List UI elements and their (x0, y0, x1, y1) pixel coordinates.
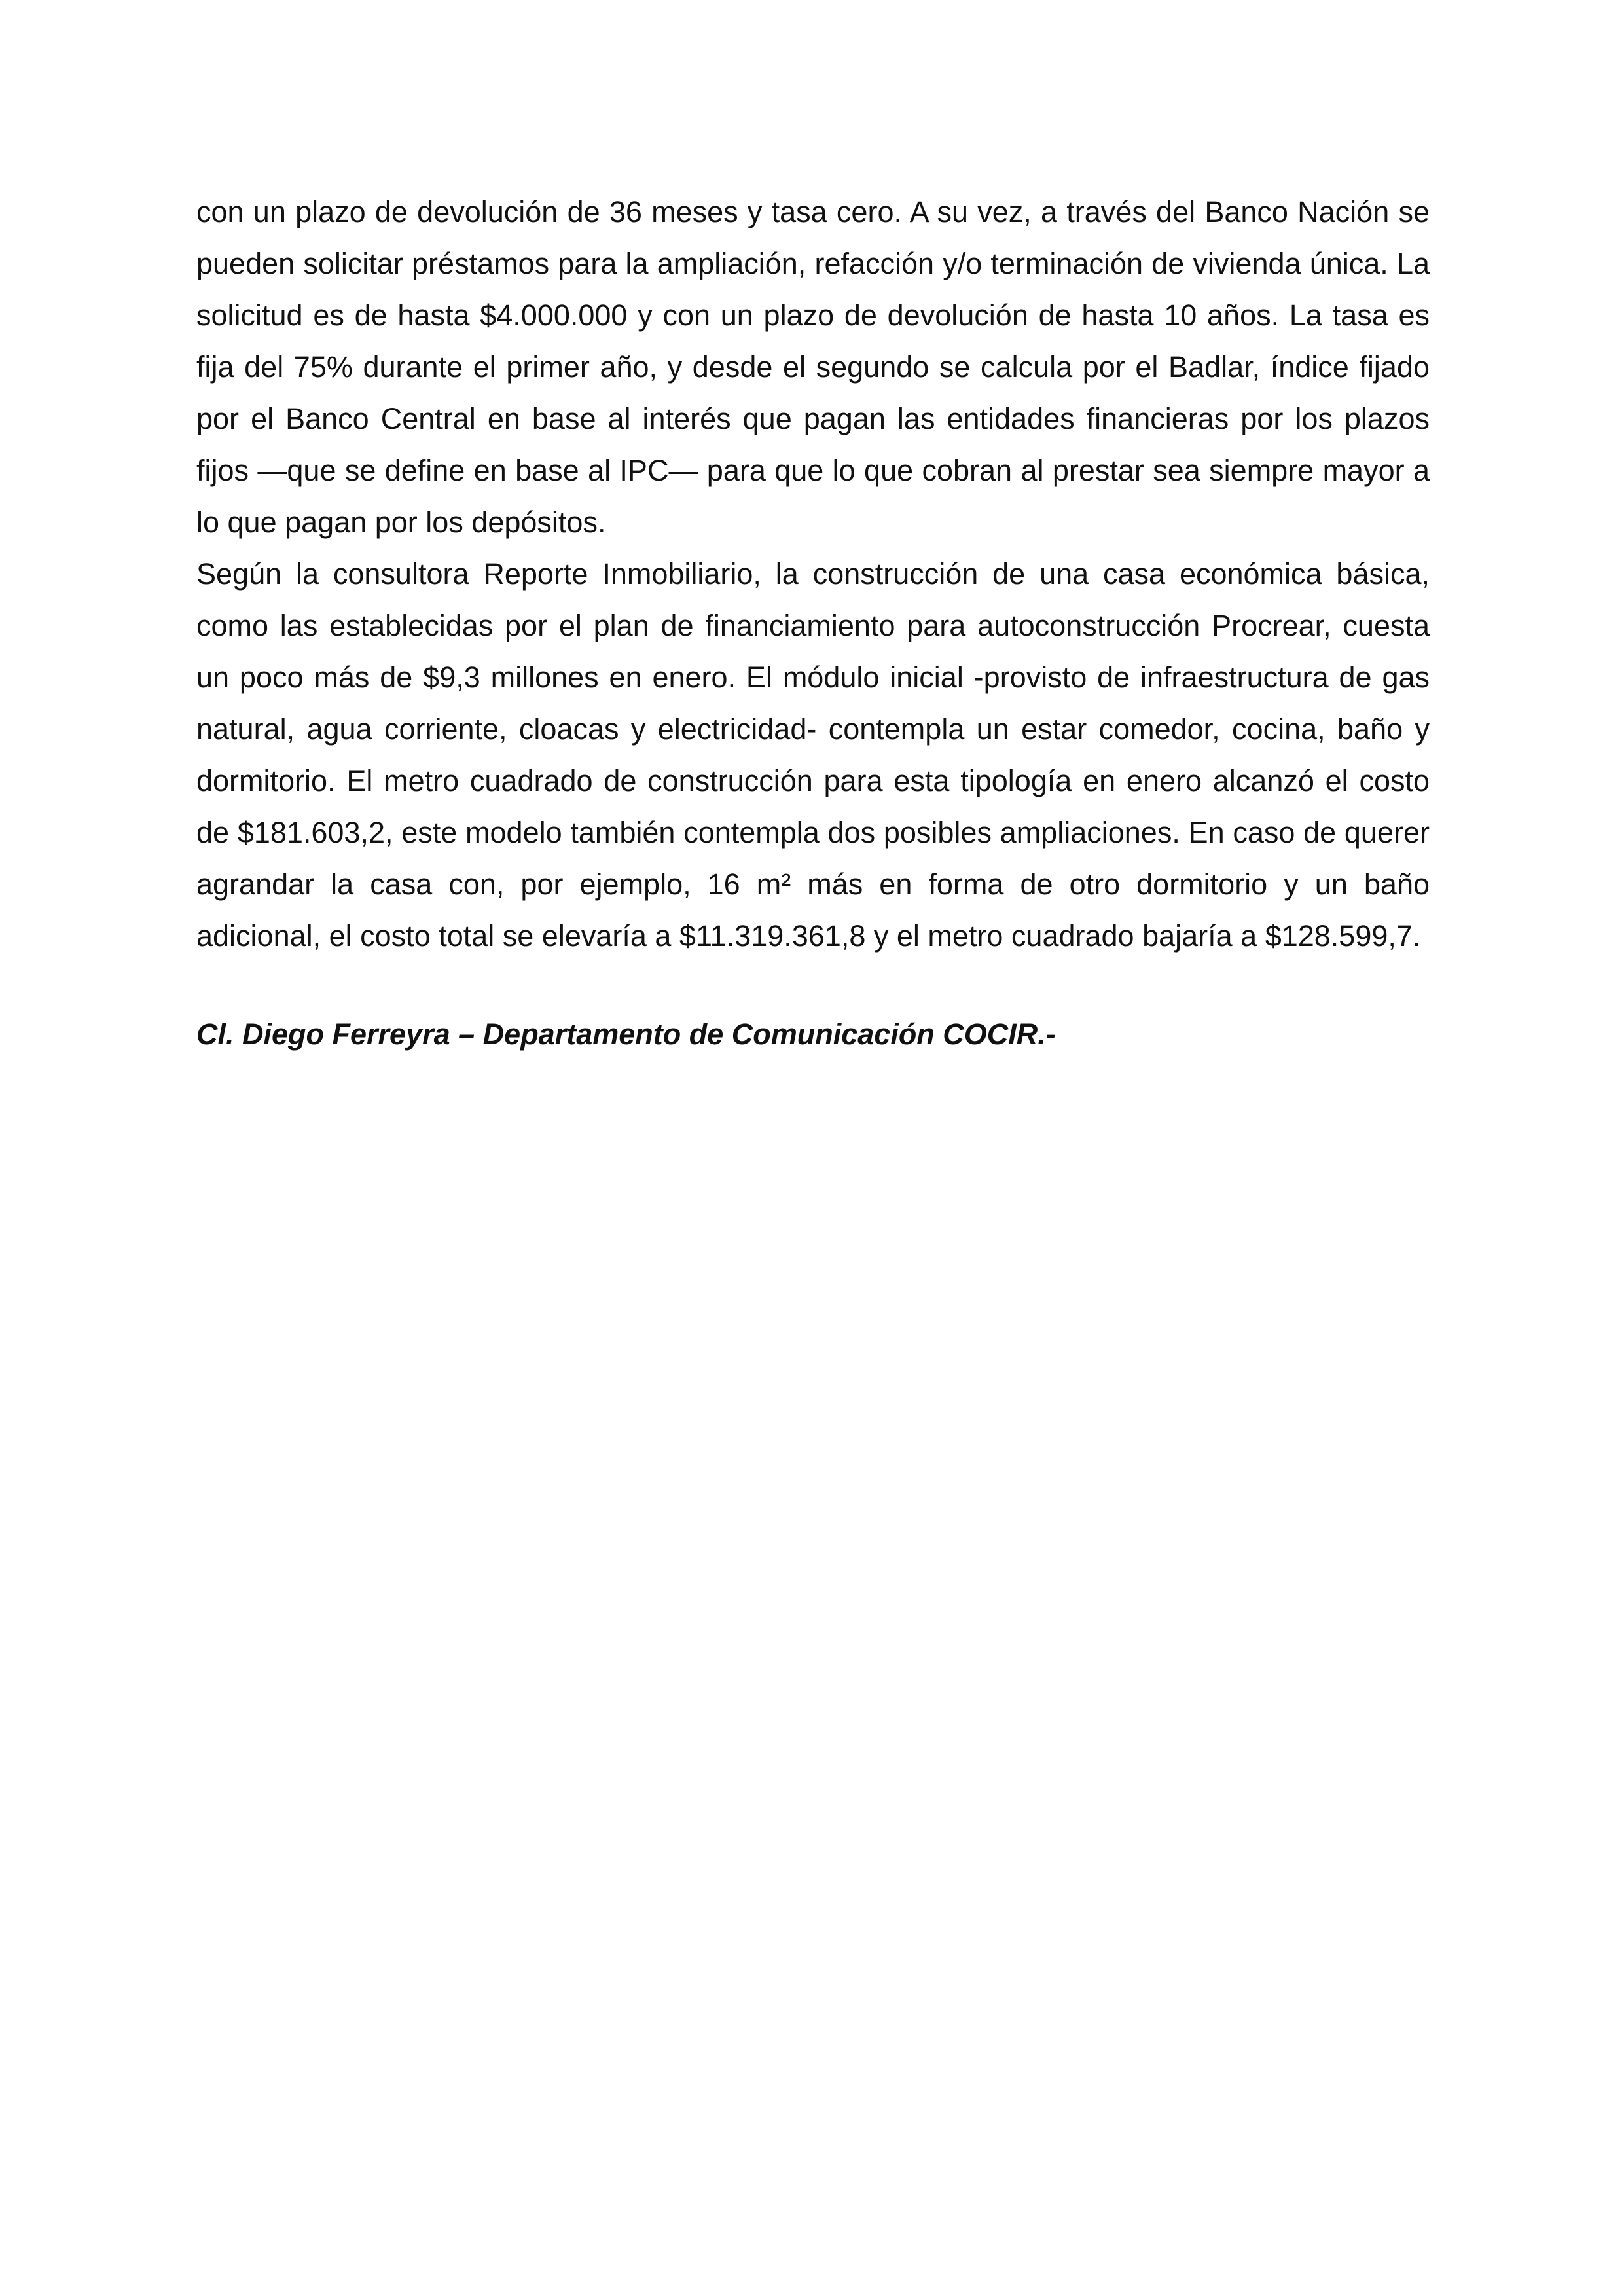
paragraph-construction-cost: Según la consultora Reporte Inmobiliario, la construcción de una casa económica básica, como las establecidas por el plan de financiamiento para autoconstrucción Procrear, cuesta un poco más de $9,3 millones en enero. El módulo inicial -provisto de infraestructura de gas natural, agua corriente, cloacas y electricidad- contempla un estar comedor, cocina, baño y dormitorio. El metro cuadrado de construcción para esta tipología en enero alcanzó el costo de $181.603,2, este modelo también contempla dos posibles ampliaciones. En caso de querer agrandar la casa con, por ejemplo, 16 m² más en forma de otro dormitorio y un baño adicional, el costo total se elevaría a $11.319.361,8 y el metro cuadrado bajaría a $128.599,7. (196, 557, 1430, 953)
paragraph-financing: con un plazo de devolución de 36 meses y tasa cero. A su vez, a través del Banco Nación se pueden solicitar préstamos para la ampliación, refacción y/o terminación de vivienda única. La solicitud es de hasta $4.000.000 y con un plazo de devolución de hasta 10 años. La tasa es fija del 75% durante el primer año, y desde el segundo se calcula por el Badlar, índice fijado por el Banco Central en base al interés que pagan las entidades financieras por los plazos fijos —que se define en base al IPC— para que lo que cobran al prestar sea siempre mayor a lo que pagan por los depósitos. (196, 195, 1430, 539)
document-body (196, 186, 1430, 1060)
author-signature: Cl. Diego Ferreyra – Departamento de Comunicación COCIR.- (196, 1017, 1056, 1051)
